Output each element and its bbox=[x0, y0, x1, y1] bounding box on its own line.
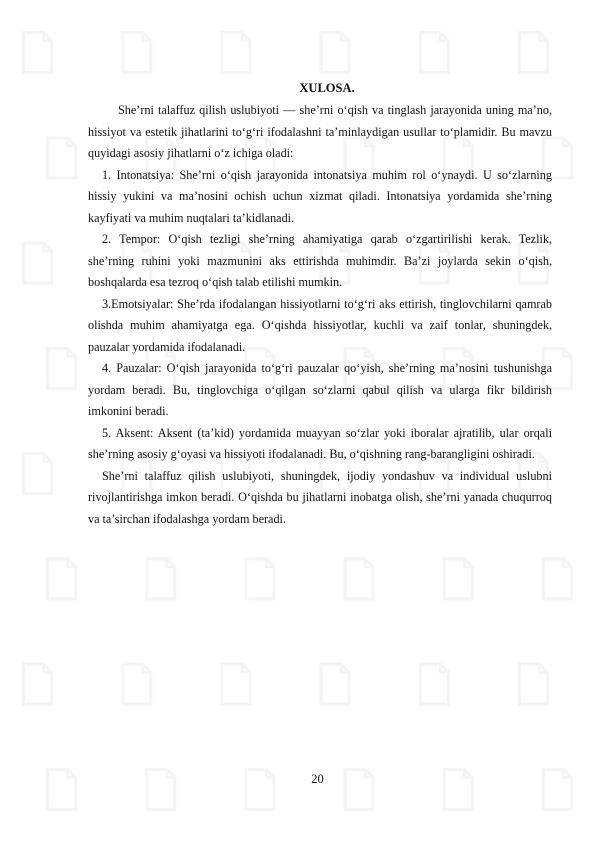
watermark-document-icon bbox=[48, 348, 76, 388]
watermark-document-icon bbox=[24, 454, 52, 494]
conclusion-paragraph: She’rni talaffuz qilish uslubiyoti, shuningdek, ijodiy yondashuv va individual uslubni rivojlantirishga imkon beradi. O‘qishda bu jihatlarni inobatga olish, she’rni yanada chuqurroq va ta’sirchan ifodalashga yordam beradi. bbox=[88, 468, 552, 526]
watermark-document-icon bbox=[24, 664, 52, 704]
list-item-intonation: 1. Intonatsiya: She’rni o‘qish jarayonida intonatsiya muhim rol o‘ynaydi. U so‘zlarning hissiy yukini va ma’nosini ochish uchun xizmat qiladi. Intonatsiya yordamida she’rning kayfiyati va muhim nuqtalari ta’kidlanadi. bbox=[88, 167, 552, 225]
watermark-document-icon bbox=[444, 559, 472, 599]
watermark-document-icon bbox=[24, 33, 52, 73]
list-item-accent: 5. Aksent: Aksent (ta’kid) yordamida muayyan so‘zlar yoki iboralar ajratilib, ular orqali she’rning asosiy g‘oyasi va hissiyoti ifodalanadi. Bu, o‘qishning rang-barangligini oshiradi. bbox=[88, 425, 552, 461]
watermark-document-icon bbox=[420, 33, 448, 73]
intro-paragraph: She’rni talaffuz qilish uslubiyoti — she’rni o‘qish va tinglash jarayonida uning ma’no, hissiyot va estetik jihatlarini to‘g‘ri ifodalashni ta’minlaydigan usullar to‘plamidir. Bu mavzu quyidagi asosiy jihatlarni o‘z ichiga oladi: bbox=[88, 103, 552, 160]
watermark-document-icon bbox=[321, 33, 349, 73]
watermark-document-icon bbox=[345, 559, 373, 599]
watermark-document-icon bbox=[24, 243, 52, 283]
list-item-emotions: 3.Emotsiyalar: She’rda ifodalangan hissiyotlarni to‘g‘ri aks ettirish, tinglovchilarni qamrab olishda muhim ahamiyatga ega. O‘qishda hissiyotlar, kuchli va zaif tonlar, shuningdek, pauzalar yordamida ifodalanadi. bbox=[88, 296, 552, 354]
watermark-document-icon bbox=[48, 559, 76, 599]
watermark-document-icon bbox=[519, 664, 547, 704]
watermark-document-icon bbox=[222, 33, 250, 73]
watermark-document-icon bbox=[519, 33, 547, 73]
watermark-document-icon bbox=[222, 664, 250, 704]
watermark-document-icon bbox=[420, 664, 448, 704]
watermark-document-icon bbox=[543, 559, 571, 599]
list-item-pauses: 4. Pauzalar: O‘qish jarayonida to‘g‘ri pauzalar qo‘yish, she’rning ma’nosini tushunishga yordam beradi. Bu, tinglovchiga o‘qilgan so‘zlarni qabul qilish va ularga fikr bildirish imkonini beradi. bbox=[88, 361, 552, 418]
section-title: XULOSA. bbox=[299, 81, 355, 95]
page-number: 20 bbox=[311, 772, 324, 786]
watermark-document-icon bbox=[123, 664, 151, 704]
watermark-document-icon bbox=[321, 664, 349, 704]
watermark-document-icon bbox=[246, 559, 274, 599]
list-item-tempo: 2. Tempor: O‘qish tezligi she’rning ahamiyatiga qarab o‘zgartirilishi kerak. Tezlik, she’rning ruhini yoki mazmunini aks ettirishda muhimdir. Ba’zi joylarda sekin o‘qish, boshqalarda esa tezroq o‘qish talab etilishi mumkin. bbox=[88, 232, 552, 289]
watermark-document-icon bbox=[48, 138, 76, 178]
document-body bbox=[88, 78, 552, 530]
watermark-document-icon bbox=[123, 33, 151, 73]
watermark-document-icon bbox=[147, 559, 175, 599]
